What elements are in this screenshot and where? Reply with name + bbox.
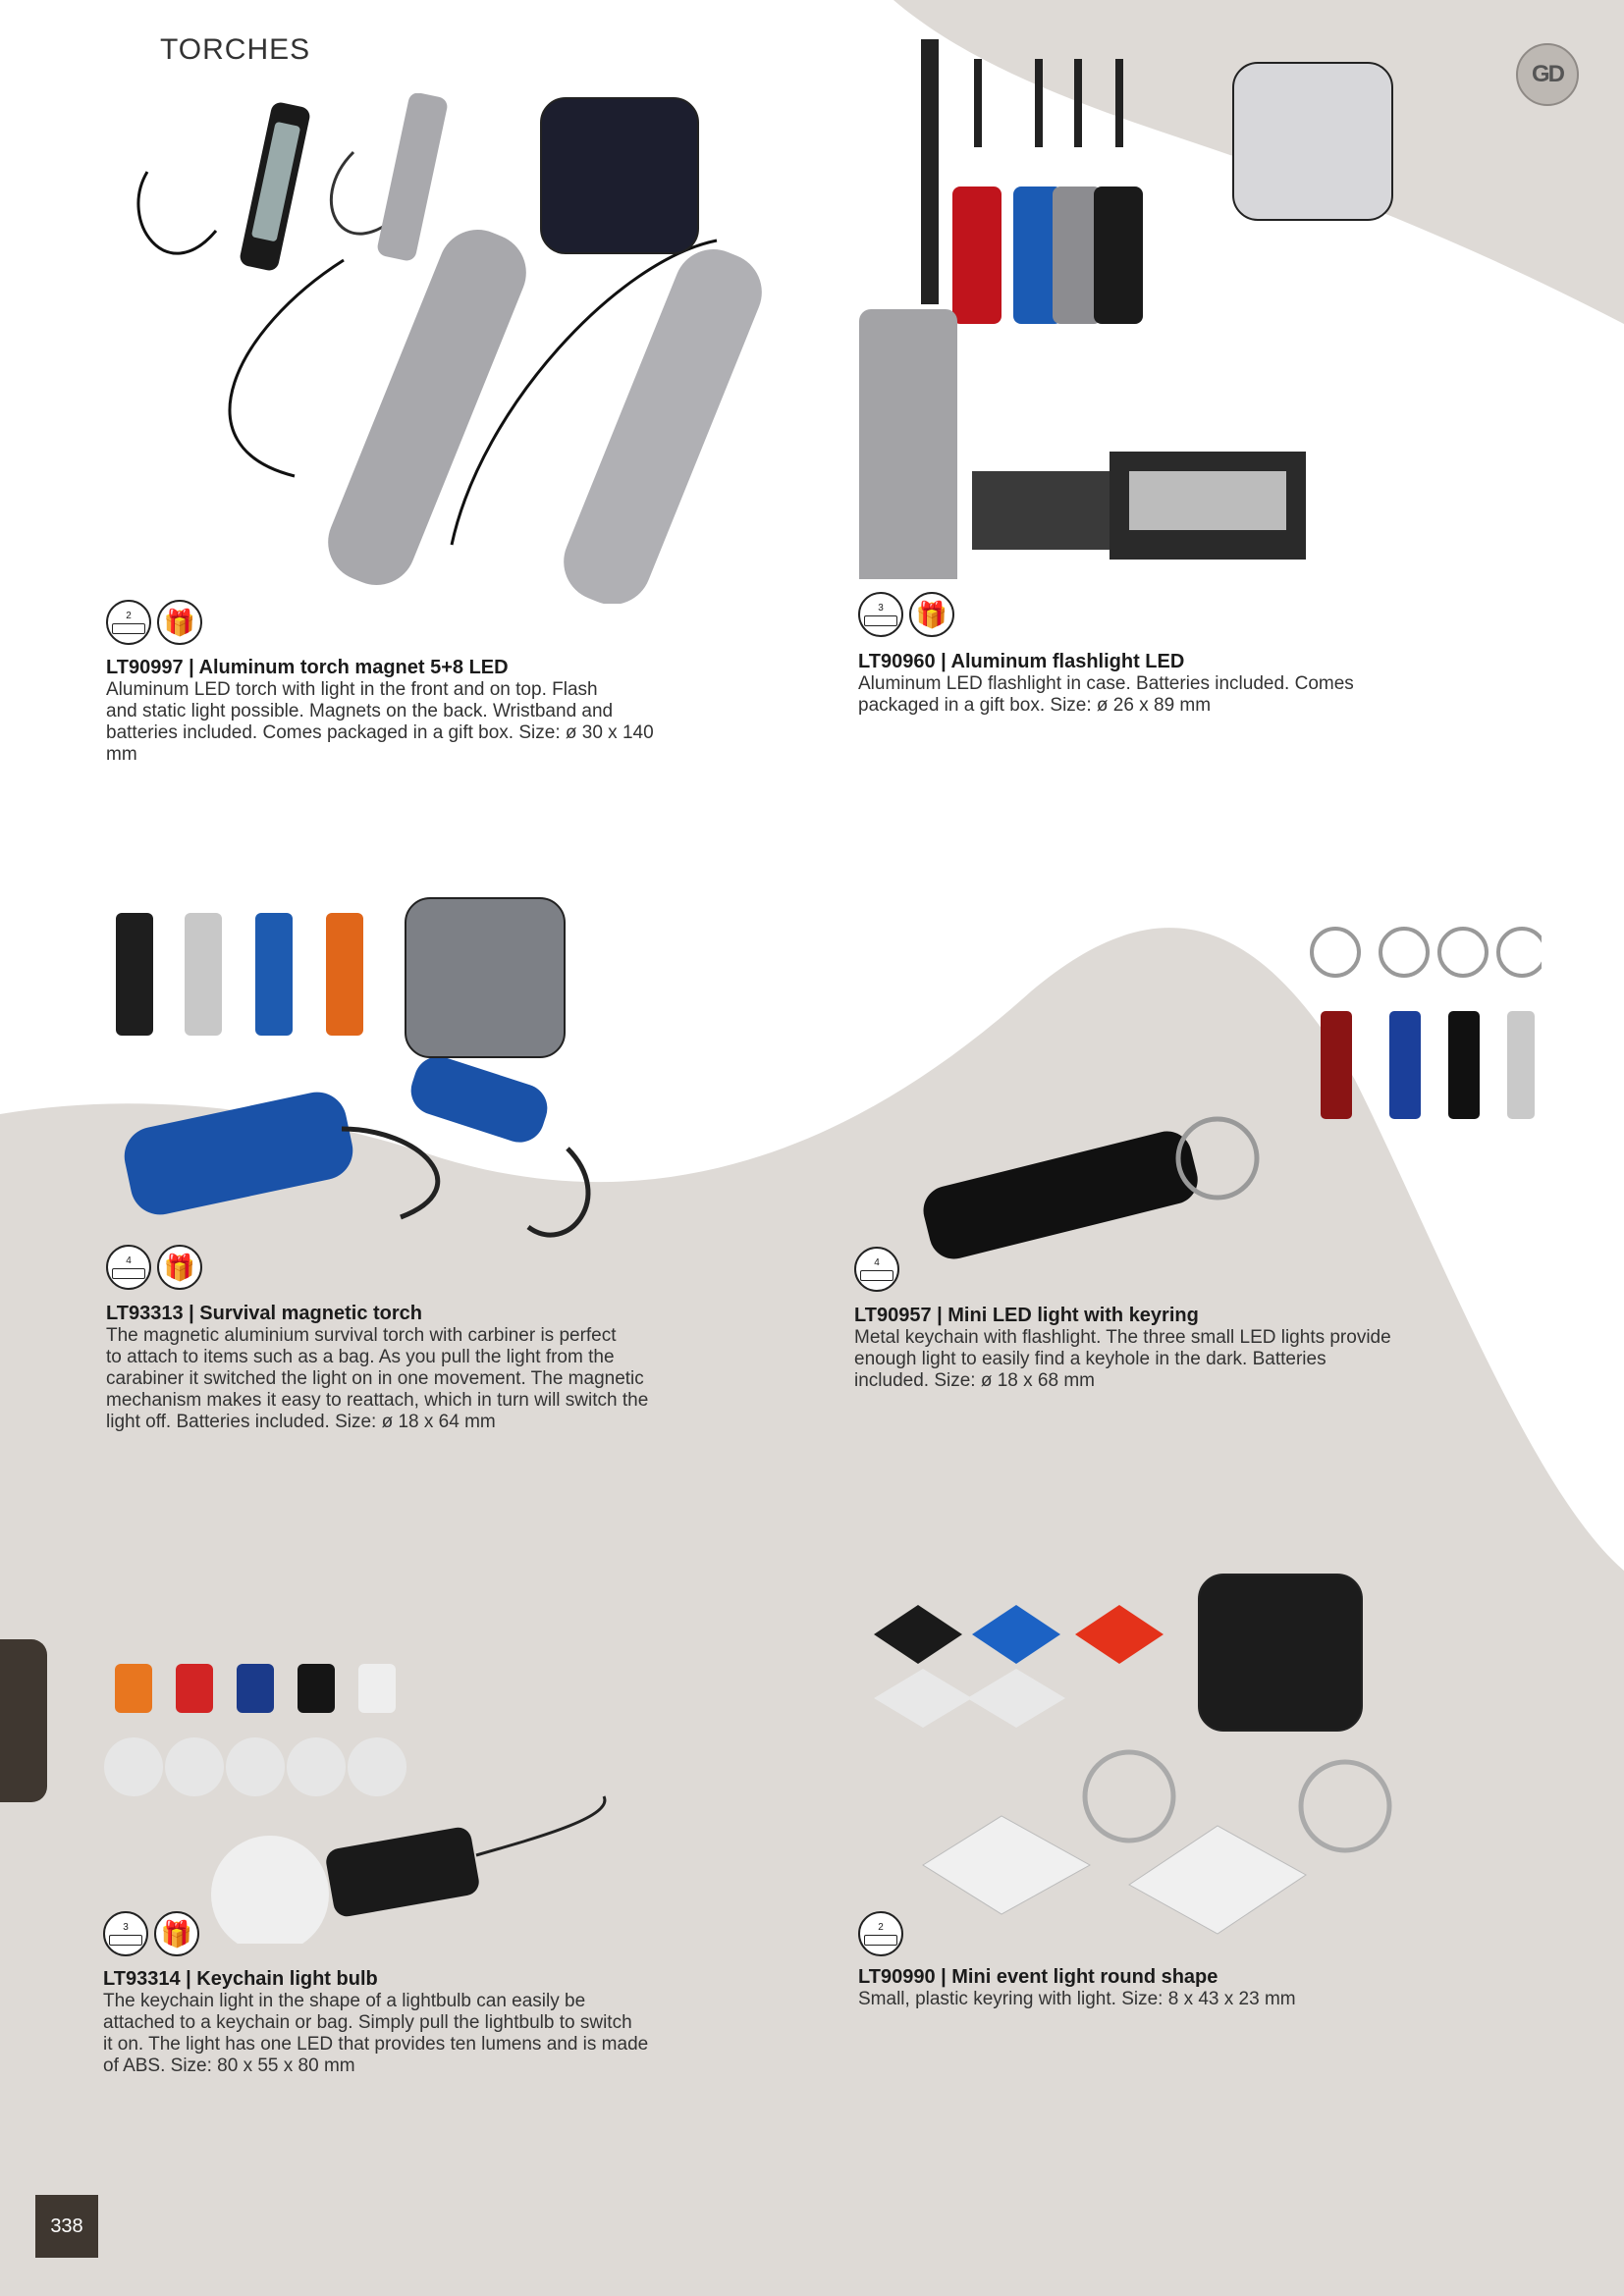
product-title: LT90960 | Aluminum flashlight LED [858,651,1185,672]
product-description: The magnetic aluminium survival torch with carbiner is perfect to attach to items such as a bag. As you pull the light from the carabiner it switched the light on in one movement. The magnetic mechanism makes it easy to reattach, which in turn will switch the light off. Batteries included. Size: ø 18 x 64 mm [106,1325,649,1432]
feature-icons-lt90960 [858,592,954,637]
battery-icon: 2 [858,1911,903,1956]
inset-photo-flashlight-lit [1232,62,1393,221]
product-lt93313 [106,1302,774,1433]
product-lt90960 [858,650,1526,717]
inset-photo-lit-torch [540,97,699,254]
battery-icon: 4 [854,1247,899,1292]
feature-icons-lt93313 [106,1245,202,1290]
page-number: 338 [35,2195,98,2258]
battery-icon: 4 [106,1245,151,1290]
brand-logo: GD [1516,43,1579,106]
gift-box-icon: 🎁 [154,1911,199,1956]
product-description: The keychain light in the shape of a lightbulb can easily be attached to a keychain or bag. Simply pull the lightbulb to switch it on. The light has one LED that provides ten lumens and is made of ABS. Size: 80 x 55 x 80 mm [103,1991,649,2076]
feature-icons-lt90997 [106,600,202,645]
product-title: LT93313 | Survival magnetic torch [106,1303,423,1324]
product-lt90997 [106,656,754,766]
gift-box-icon: 🎁 [157,1245,202,1290]
product-title: LT90957 | Mini LED light with keyring [854,1305,1199,1326]
product-title: LT90997 | Aluminum torch magnet 5+8 LED [106,657,509,678]
section-tab[interactable] [0,1639,47,1802]
gift-box-icon: 🎁 [909,592,954,637]
product-title: LT90990 | Mini event light round shape [858,1966,1218,1988]
battery-icon: 2 [106,600,151,645]
feature-icons-lt90957 [854,1247,899,1292]
inset-photo-event-light-lit [1198,1574,1363,1732]
battery-icon: 3 [103,1911,148,1956]
product-description: Metal keychain with flashlight. The three small LED lights provide enough light to easily find a keyhole in the dark. Batteries included. Size: ø 18 x 68 mm [854,1327,1391,1391]
product-description: Aluminum LED torch with light in the front and on top. Flash and static light possible. Magnets on the back. Wristband and batteries included. Comes packaged in a gift box. Size: ø 30 x 140 mm [106,679,654,765]
feature-icons-lt93314 [103,1911,199,1956]
page-title: TORCHES [160,33,311,66]
product-lt90957 [854,1304,1561,1392]
product-title: LT93314 | Keychain light bulb [103,1968,378,1990]
gift-box-icon: 🎁 [157,600,202,645]
battery-icon: 3 [858,592,903,637]
product-lt93314 [103,1967,771,2077]
product-description: Aluminum LED flashlight in case. Batteries included. Comes packaged in a gift box. Size: ø 26 x 89 mm [858,673,1354,716]
product-photo-lt93314 [103,1580,633,1944]
product-photo-lt90957 [903,923,1542,1266]
product-description: Small, plastic keyring with light. Size: 8 x 43 x 23 mm [858,1989,1296,2009]
feature-icons-lt90990 [858,1911,903,1956]
product-lt90990 [858,1965,1526,2010]
inset-photo-survival-torch-lit [405,897,566,1058]
